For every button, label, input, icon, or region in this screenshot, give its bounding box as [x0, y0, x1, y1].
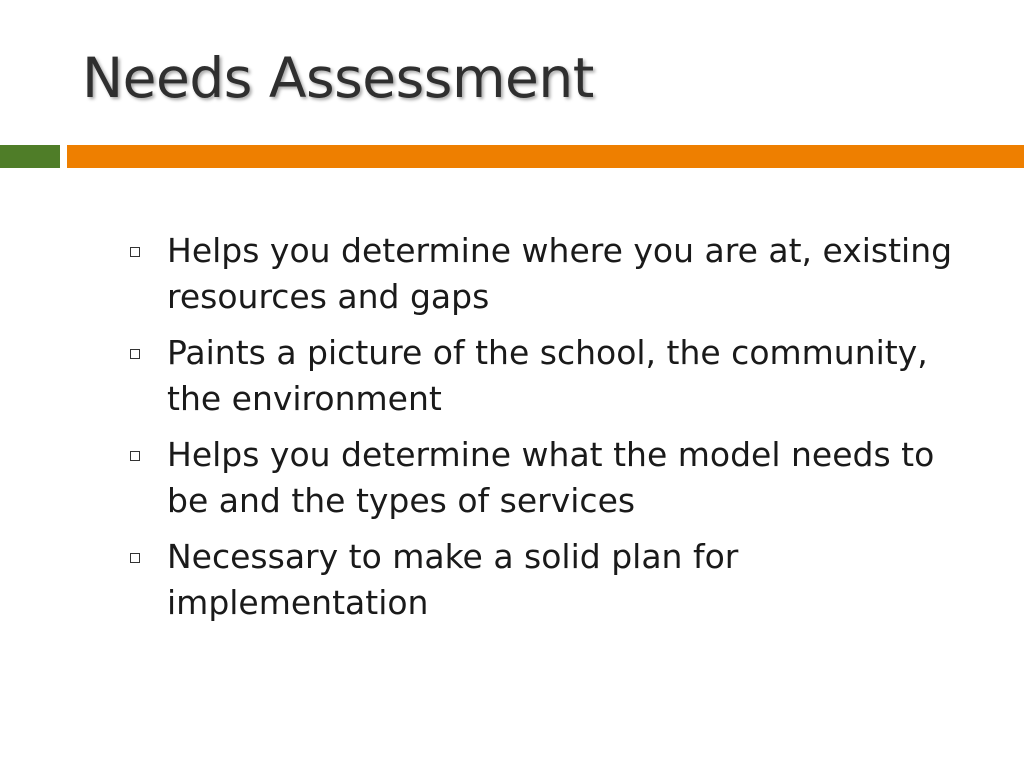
- bullet-text: Helps you determine what the model needs to be and the types of services: [167, 435, 935, 520]
- list-item: [130, 534, 980, 626]
- square-bullet-icon: [130, 451, 140, 461]
- square-bullet-icon: [130, 553, 140, 563]
- bullet-text: Paints a picture of the school, the community, the environment: [167, 333, 928, 418]
- list-item: [130, 432, 980, 524]
- list-item: [130, 330, 980, 422]
- bullet-list: [130, 228, 980, 636]
- list-item: [130, 228, 980, 320]
- square-bullet-icon: [130, 247, 140, 257]
- bullet-text: Necessary to make a solid plan for implementation: [167, 537, 739, 622]
- accent-bar-green: [0, 145, 60, 168]
- accent-bar-orange: [67, 145, 1024, 168]
- slide-title: Needs Assessment: [82, 46, 594, 110]
- square-bullet-icon: [130, 349, 140, 359]
- bullet-text: Helps you determine where you are at, existing resources and gaps: [167, 231, 953, 316]
